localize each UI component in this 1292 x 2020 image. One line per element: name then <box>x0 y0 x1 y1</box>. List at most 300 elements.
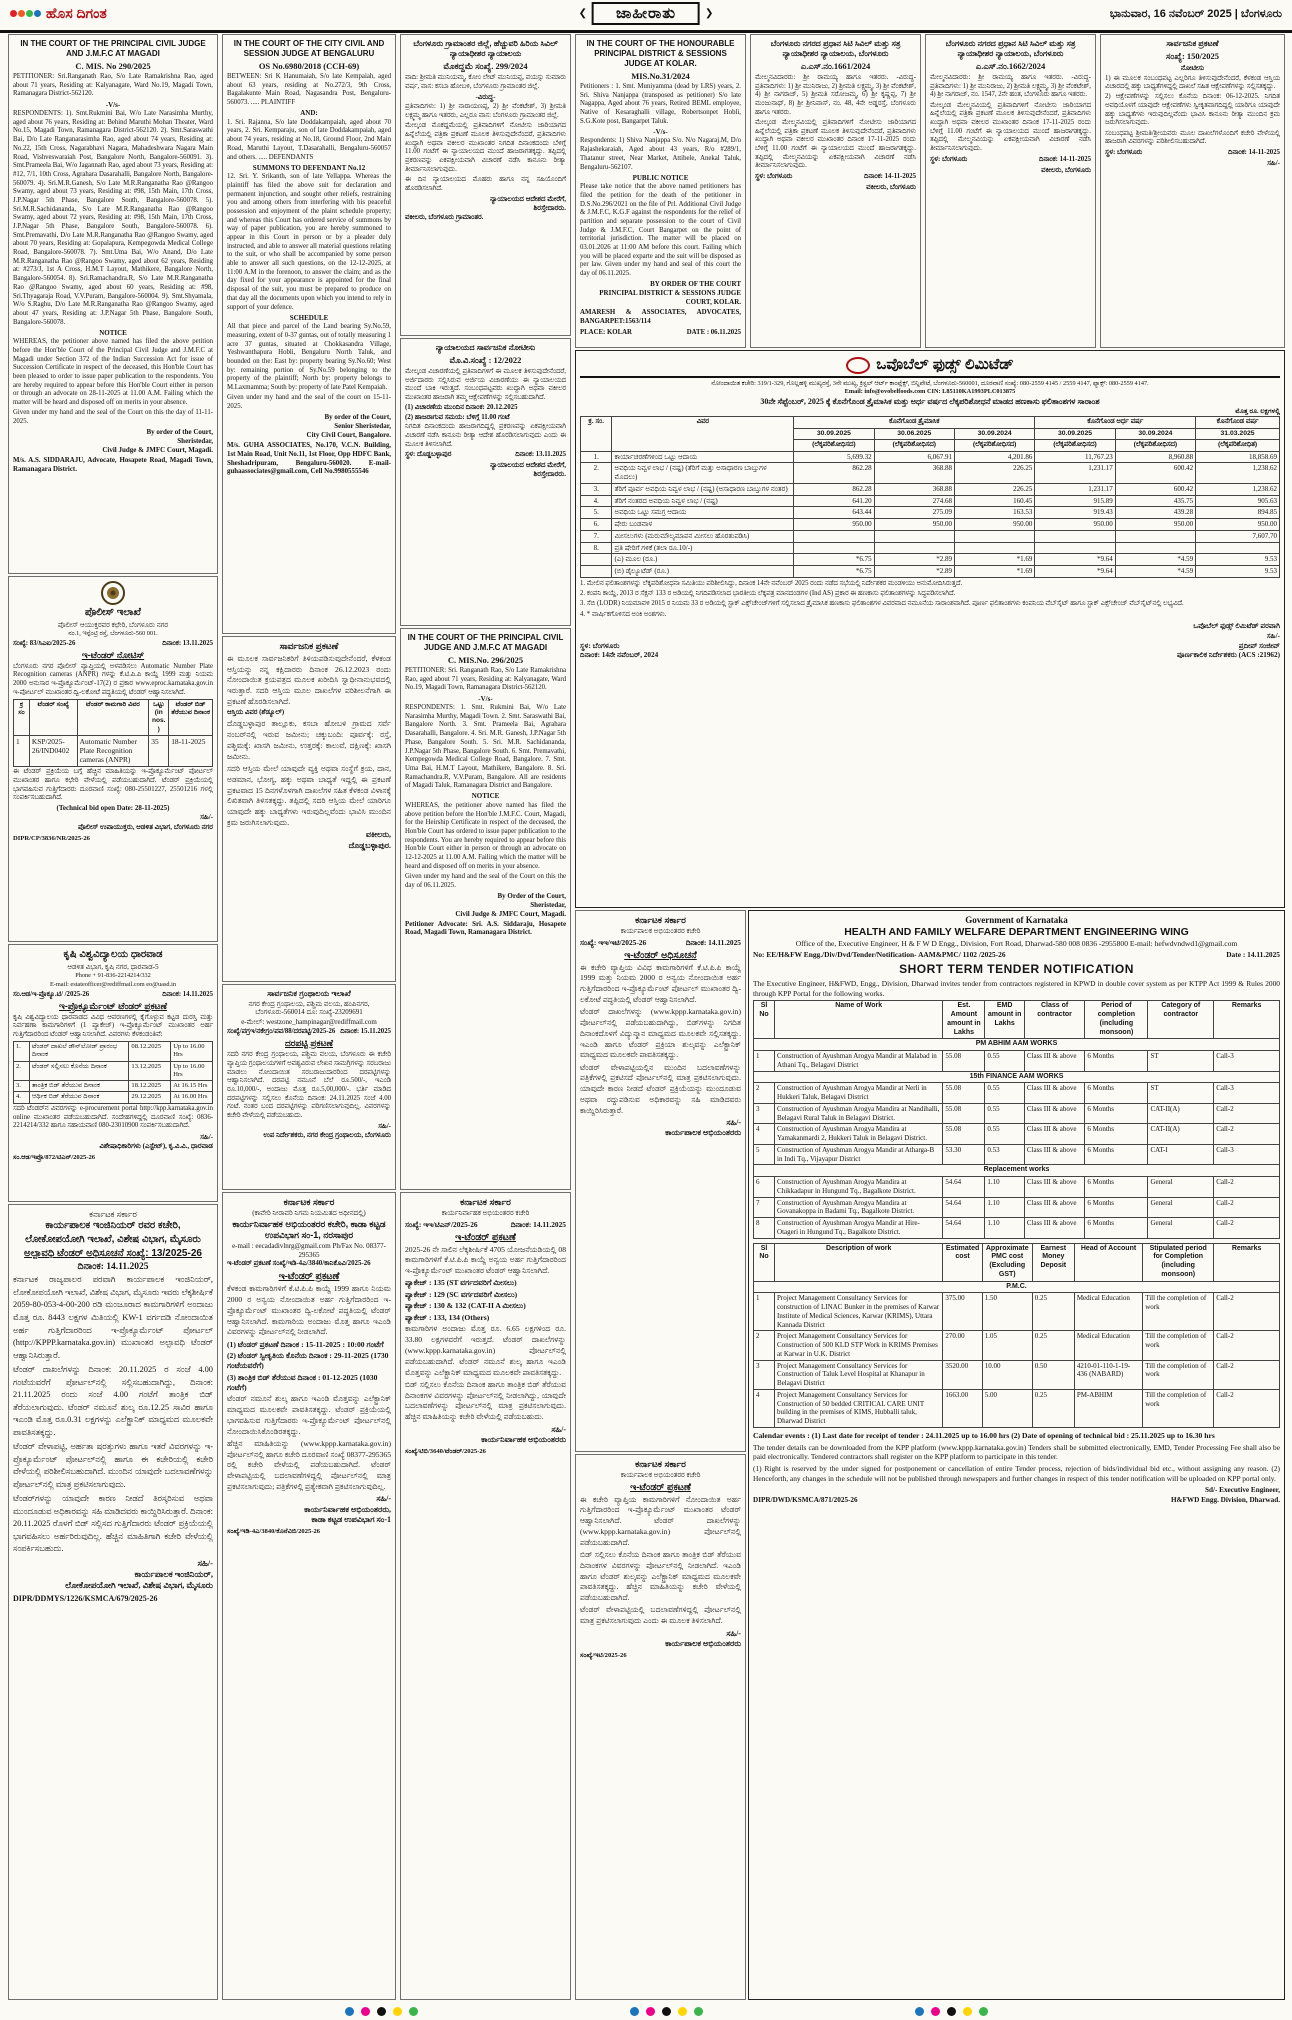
line-h: ನ್ಯಾಯಾಲಯದ ಸಾರ್ವಜನಿಕ ನೋಟೀಸು <box>435 343 536 352</box>
table-cell: 226.25 <box>954 483 1034 495</box>
table-cell: 1. <box>14 1042 30 1061</box>
table-cell: 6 Months <box>1085 1124 1148 1145</box>
line-pb: Petitioner Advocate: Sri. A.S. Siddaraju, Hosapete Road, Magadi Town, Ramanagara District. <box>405 920 566 937</box>
table-cell: Call-3 <box>1214 1083 1280 1104</box>
table-section-header: 15th FINANCE AAM WORKS <box>754 1071 1280 1083</box>
line-sig: ಸಹಿ/- <box>726 1118 741 1128</box>
table-cell: 368.88 <box>874 463 954 484</box>
table-cell: 1,231.17 <box>1035 483 1115 495</box>
department-name: HEALTH AND FAMILY WELFARE DEPARTMENT ENGINEERING WING <box>844 926 1189 938</box>
signatory-name: ಪ್ರದೀಪ್ ಸಂಜೀವ್ <box>1238 641 1280 650</box>
company-cin-email: Email: info@ovobelfoods.com CIN: L85110KA1993PLC013875 <box>844 388 1016 396</box>
ref-date: ದಿನಾಂಕ: 14.11.2025 <box>162 990 213 998</box>
table-cell: 643.44 <box>794 507 874 519</box>
line-h: IN THE COURT OF THE HONOURABLE PRINCIPAL DISTRICT & SESSIONS JUDGE AT KOLAR. <box>586 39 735 68</box>
column-subheader: (ಲೆಕ್ಕಪರಿಶೋಧಿಸದ) <box>1115 440 1195 451</box>
column-group: ಕೊನೆಗೊಂಡ ತ್ರೈಮಾಸಿಕ <box>794 417 1035 428</box>
ref-left: PLACE: KOLAR <box>580 328 632 336</box>
table-row <box>754 1218 1280 1239</box>
ref-right: ದಿನಾಂಕ: 14-11-2025 <box>864 173 916 181</box>
table-cell: 275.09 <box>874 507 954 519</box>
table-cell: 1663.00 <box>943 1389 982 1427</box>
line-sig: ಸಹಿ/- <box>378 1122 391 1131</box>
line-h2: e-mail : eecadadivlnrg@gmail.com Ph/Fax No. 08377-295365 <box>232 1242 386 1259</box>
table-cell: 6 Months <box>1085 1177 1148 1198</box>
table-cell: *6.75 <box>794 566 874 578</box>
line-sig: ನ್ಯಾಯಾಲಯದ ಆದೇಶದ ಮೇರೆಗೆ, <box>490 461 566 470</box>
table-cell: Call-2 <box>1214 1360 1280 1389</box>
column-subheader: (ಲೆಕ್ಕಪರಿಶೋಧಿಸದ) <box>1035 440 1115 451</box>
table-cell: ಟೆಂಡರ್ ದಾಖಲೆ ಡೌನ್‌ಲೋಡ್ ಪ್ರಾರಂಭ ದಿನಾಂಕ <box>29 1042 129 1061</box>
table-cell: 13.12.2025 <box>129 1061 171 1080</box>
table-cell: 226.25 <box>954 463 1034 484</box>
table-cell: 6 Months <box>1085 1051 1148 1072</box>
table-cell: 0.25 <box>1032 1389 1074 1427</box>
table-row <box>581 519 1280 531</box>
line-sig: ಕಾರ್ಯಪಾಲಕ ಅಭಿಯಂತರರು <box>665 1128 741 1138</box>
line-h: ಸಾರ್ವಜನಿಕ ಗ್ರಂಥಾಲಯ ಇಲಾಖೆ <box>267 989 351 998</box>
results-title: 30ನೇ ಸೆಪ್ಟೆಂಬರ್, 2025 ಕ್ಕೆ ಕೊನೆಗೊಂಡ ತ್ರೈಮಾಸಿಕ ಮತ್ತು ಅರ್ಧ ವರ್ಷದ ಲೆಕ್ಕಪರಿಶೋಧನೆ ಮಾಡದ ಹಣಕಾಸು ಫಲಿತಾಂಶಗಳ ಸಾರಾಂಶ <box>760 397 1100 407</box>
table-cell: 6 Months <box>1085 1218 1148 1239</box>
line-h: ಕಾರ್ಯಪಾಲಕ ಇಂಜಿನಿಯರ್ ರವರ ಕಚೇರಿ, <box>45 1220 181 1232</box>
ref-date: Date : 14.11.2025 <box>1226 950 1280 959</box>
line-p: ಟೆಂಡರ್ ದಾಖಲೆಗಳನ್ನು ದಿನಾಂಕ: 20.11.2025 ರ ಸಂಜೆ 4.00 ಗಂಟೆಯವರೆಗೆ ಪೋರ್ಟಲ್‌ನಲ್ಲಿ ಸಲ್ಲಿಸಬಹುದಾಗಿದ್ದು, ದಿನಾಂಕ: 21.11.2025 ರಂದು ಸಂಜೆ 4.00 ಗಂಟೆಗೆ ತಾಂತ್ರಿಕ ಬಿಡ್ ತೆರೆಯಲಾಗುವುದು. ಟೆಂಡರ್ ನಮೂನೆ ಶುಲ್ಕ ರೂ.12.25 ಸಾವಿರ ಹಾಗೂ ಇಎಂಡಿ ಮೊತ್ತ ರೂ.0.31 ಲಕ್ಷಗಳನ್ನು ಎಲೆಕ್ಟ್ರಾನಿಕ್ ಮಾಧ್ಯಮದ ಮೂಲಕವೇ ಪಾವತಿಸತಕ್ಕದ್ದು. <box>13 1364 213 1437</box>
unit-note: ಮೊತ್ತ ರೂ. ಲಕ್ಷಗಳಲ್ಲಿ <box>1235 408 1280 416</box>
line-sig: BY ORDER OF THE COURT <box>650 280 741 289</box>
table-row <box>581 566 1280 578</box>
column-header: ಕ್ರ. ಸಂ. <box>581 417 612 451</box>
line-sig: By order of the Court, <box>324 413 391 422</box>
table-cell: 5,699.32 <box>794 451 874 463</box>
table-row <box>14 735 213 766</box>
line-dipr: ಸಂಖ್ಯೆ/ಇಡಿ-4ಎ/3840/ಕೊನೆವಿಬಿ/2025-26 <box>227 1528 321 1536</box>
table-cell: Till the completion of work <box>1143 1293 1214 1331</box>
line-p: BETWEEN: Sri K Hanumaiah, S/o late Kempaiah, aged about 63 years, residing at No.272/3, 9th Cross, Bagalakunte Main Road, Nagasandra Post, Bengaluru-560073. ..... PLAINTIFF <box>227 73 391 107</box>
notice-court-magadi-290 <box>8 34 218 574</box>
table-section-header: Replacement works <box>754 1165 1280 1177</box>
line-sig: Civil Judge & JMFC Court, Magadi. <box>455 910 566 918</box>
line-p: PETITIONER: Sri. Ranganath Rao, S/o Late Ramakrishna Rao, aged about 71 years, Residing at: Kalyanagate, Ward No.19, Magadi Town, Ramanagara District-562120. <box>405 667 566 692</box>
ref-number: ಸಂ.ಆಡ/ಇ-ಪ್ರೊಕ್ಯೂ.ಟಿ/ /2025-26 <box>13 990 90 998</box>
police-emblem-icon <box>100 580 126 606</box>
line-sig: ಕಾರ್ಯನಿರ್ವಾಹಕ ಅಭಿಯಂತರರು, <box>304 1504 391 1514</box>
ref-number: No: EE/H&FW Engg./Div/Dvd/Tender/Notification- AAM&PMC/ 1102 /2025-26 <box>753 950 1006 959</box>
table-cell <box>1035 542 1115 554</box>
line-p: ಕಾಮಗಾರಿಗಳ ಅಂದಾಜು ಮೊತ್ತ ರೂ. 6.65 ಲಕ್ಷಗಳಿಂದ ರೂ. 33.80 ಲಕ್ಷಗಳವರೆಗೆ ಇರುತ್ತದೆ. ಟೆಂಡರ್ ದಾಖಲೆಗಳನ್ನು (www.kppp.karnataka.gov.in) ಪೋರ್ಟಲ್‌ನಲ್ಲಿ ಪಡೆಯಬಹುದಾಗಿದೆ. ಟೆಂಡರ್ ನಮೂನೆ ಶುಲ್ಕ ಹಾಗೂ ಇಎಂಡಿ ಮೊತ್ತವನ್ನು ಎಲೆಕ್ಟ್ರಾನಿಕ್ ಮಾಧ್ಯಮದ ಮೂಲಕವೇ ಪಾವತಿಸತಕ್ಕದ್ದು. <box>405 1324 566 1377</box>
table-cell: (ಎ) ಮೂಲ (ರೂ.) <box>612 554 794 566</box>
line-ref <box>930 156 1091 164</box>
line-sig: By Order of the Court, <box>497 891 566 900</box>
table-cell: Class III & above <box>1024 1218 1084 1239</box>
ref-left: ಸಂಖ್ಯೆ: ಇಇ/ಇಟಿ/2025-26 <box>580 937 647 947</box>
line-sig: Sheristedar, <box>530 900 566 909</box>
line-case: ದಿನಾಂಕ: 14.11.2025 <box>77 1262 149 1273</box>
notice-body: ಈ ಟೆಂಡರ್ ಪ್ರಕ್ರಿಯೆಯ ಬಗ್ಗೆ ಹೆಚ್ಚಿನ ಮಾಹಿತಿಯನ್ನು ಇ-ಪ್ರೊಕ್ಯೂರ್ಮೆಂಟ್ ಪೋರ್ಟಲ್ ಮುಖಾಂತರ ಹಾಗೂ ಕಛೇರಿ ವೇಳೆಯಲ್ಲಿ ಪಡೆಯಬಹುದಾಗಿದೆ. ಟೆಂಡರ್ ಪ್ರಕ್ರಿಯೆಯಲ್ಲಿ ಭಾಗವಹಿಸುವ ಗುತ್ತಿಗೆದಾರರು ದೂರವಾಣಿ ಸಂಖ್ಯೆ: 080-25501227, 25501216 ಗಳಲ್ಲಿ ಸಂಪರ್ಕಿಸಬಹುದಾಗಿದೆ. <box>13 768 213 802</box>
table-cell: 8 <box>754 1218 775 1239</box>
table-cell <box>874 530 954 542</box>
dipr-code: DIPR/DWD/KSMCA/871/2025-26 <box>753 1495 858 1504</box>
table-cell <box>581 554 612 566</box>
table-cell: 29.12.2025 <box>129 1092 171 1103</box>
line-h: ಕರ್ನಾಟಕ ಸರ್ಕಾರ <box>283 1197 335 1207</box>
line-num: (1) ವಿಚಾರಣೆಯ ಮುಂದಿನ ದಿನಾಂಕ: 20.12.2025 <box>405 404 518 412</box>
line-dipr: DIPR/DDMYS/1226/KSMCA/679/2025-26 <box>13 1593 158 1603</box>
table-cell: *9.64 <box>1035 554 1115 566</box>
registration-marks-icon <box>630 2007 703 2016</box>
line-p: 1) ಈ ಮೂಲಕ ಸಂಬಂಧಪಟ್ಟ ಎಲ್ಲರಿಗೂ ತಿಳಿಸುವುದೇನೆಂದರೆ, ಕೆಳಕಂಡ ಆಸ್ತಿಯ ವಿಚಾರದಲ್ಲಿ ಹಕ್ಕು ಬಾಧ್ಯತೆಗಳಿದ್ದಲ್ಲಿ ದಾಖಲೆ ಸಹಿತ ಆಕ್ಷೇಪಣೆಗಳನ್ನು ಸಲ್ಲಿಸತಕ್ಕದ್ದು. <box>1105 74 1280 91</box>
table-cell: Construction of Ayushman Arogya Mandir at Nerli in Hukkeri Taluk, Belagavi District <box>775 1083 943 1104</box>
table-cell: Construction of Ayushman Arogya Mandira at Nandihalli, Belagavi Rural Taluk in Belagavi District. <box>775 1103 943 1124</box>
table-cell: 1.05 <box>982 1331 1032 1360</box>
line-p: ಟೆಂಡರ್‌ಗಳನ್ನು ಯಾವುದೇ ಕಾರಣ ನೀಡದೆ ತಿರಸ್ಕರಿಸುವ ಅಥವಾ ಮುಂದೂಡುವ ಅಧಿಕಾರವನ್ನು ಸಹಿ ಮಾಡಿದವರು ಕಾಯ್ದಿರಿಸಿರುತ್ತಾರೆ. ದಿನಾಂಕ: 20.11.2025 ರೊಳಗೆ ಬಿಡ್ ಸಲ್ಲಿಸದ ಗುತ್ತಿಗೆದಾರರು ಟೆಂಡರ್ ಪ್ರಕ್ರಿಯೆಯಲ್ಲಿ ಭಾಗವಹಿಸಲು ಅರ್ಹರಿರುವುದಿಲ್ಲ. ಹೆಚ್ಚಿನ ಮಾಹಿತಿಗಾಗಿ ಕಚೇರಿ ವೇಳೆಯಲ್ಲಿ ಸಂಪರ್ಕಿಸಬಹುದು. <box>13 1494 213 1554</box>
table-cell: ಟೆಂಡರ್ ಸಲ್ಲಿಸಲು ಕೊನೆಯ ದಿನಾಂಕ <box>29 1061 129 1080</box>
table-cell: 3 <box>754 1360 775 1389</box>
table-cell: 3. <box>581 483 612 495</box>
line-case: C. MIS.No. 296/2025 <box>447 655 524 665</box>
column-header: 31.03.2025 <box>1196 428 1280 439</box>
table-row <box>754 1144 1280 1165</box>
tender-table <box>13 699 213 767</box>
table-cell <box>1035 530 1115 542</box>
line-sig: ಕಾರ್ಯನಿರ್ವಾಹಕ ಅಭಿಯಂತರರು <box>481 1434 566 1444</box>
notice-govt-etender-b <box>575 1454 746 2000</box>
place-date <box>580 642 658 661</box>
line-num: (2) ಟೆಂಡರ್ ಸ್ವೀಕೃತಿಯ ಕೊನೆಯ ದಿನಾಂಕ : 29-11-2025 (1730 ಗಂಟೆಯವರೆಗೆ) <box>227 1351 389 1371</box>
table-row <box>14 1042 213 1061</box>
table-cell: ಆರ್ಥಿಕ ಬಿಡ್ ತೆರೆಯುವ ದಿನಾಂಕ <box>29 1092 129 1103</box>
table-cell <box>954 542 1034 554</box>
table-cell: 1,238.62 <box>1196 483 1280 495</box>
line-h: ಸಾರ್ವಜನಿಕ ಪ್ರಕಟಣೆ <box>1166 39 1219 48</box>
line-pc: SUMMONS TO DEFENDANT No.12 <box>252 163 366 172</box>
table-cell: Construction of Ayushman Arogya Mandira at Chikkadapur in Hungund Tq., Bagalkote District. <box>775 1177 943 1198</box>
table-cell: 4 <box>754 1124 775 1145</box>
column-header: 30.06.2025 <box>874 428 954 439</box>
line-p: Given under my hand and the seal of the Court on this the day of 06.11.2025. <box>405 872 566 889</box>
line-p: ನಿಗದಿತ ದಿನಾಂಕದಂದು ಹಾಜರಾಗದಿದ್ದಲ್ಲಿ ಪ್ರಕರಣವನ್ನು ಏಕಪಕ್ಷೀಯವಾಗಿ ವಿಚಾರಣೆ ನಡೆಸಿ ಕಾನೂನು ರೀತ್ಯಾ ಆದೇಶ ಹೊರಡಿಸಲಾಗುವುದು ಎಂದು ಈ ಮೂಲಕ ತಿಳಿಸಲಾಗಿದೆ. <box>405 423 566 448</box>
signatory-title: ವಿಶೇಷಾಧಿಕಾರಿಗಳು (ಎಸ್ಟೇಟ್), ಕೃ.ವಿ.ವಿ., ಧಾರವಾಡ <box>99 1141 213 1150</box>
schedule-table <box>13 1041 213 1103</box>
line-p: 12. Sri. Y. Srikanth, son of late Yellappa. Whereas the plaintiff has filed the above suit for declaration and permanent injunction, and sought other reliefs, restraining you and among others from interfering with his peaceful possession and enjoyment of the plaint schedule property; and whereas this Court has ordered service of summons by way of paper publication, you are hereby summoned to appear in this Court in person or by a pleader duly instructed, and able to answer all material questions relating to the suit, or who shall be accompanied by some person able to answer all such questions, on the 12-12-2025, at 11:00 A.M in the forenoon, to answer the claim; and as the day fixed for your appearance is appointed for the final disposal of the suit, you must be prepared to produce on that day all the documents upon which you intend to rely in support of your defence. <box>227 173 391 311</box>
table-cell: Call-2 <box>1214 1389 1280 1427</box>
line-h: ಸಾರ್ವಜನಿಕ ಪ್ರಕಟಣೆ <box>279 641 339 651</box>
table-cell: 2 <box>754 1331 775 1360</box>
line-pc: PUBLIC NOTICE <box>632 173 689 182</box>
works-table <box>753 1000 1280 1238</box>
line-p: 1. ಮೇಲಿನ ಫಲಿತಾಂಶಗಳನ್ನು ಲೆಕ್ಕಪರಿಶೋಧನಾ ಸಮಿತಿಯು ಪರಿಶೀಲಿಸಿದ್ದು, ದಿನಾಂಕ 14ನೇ ನವೆಂಬರ್ 2025 ರಂದು ನಡೆದ ಸಭೆಯಲ್ಲಿ ನಿರ್ದೇಶಕರ ಮಂಡಳಿಯು ಅನುಮೋದಿಸಿರುತ್ತದೆ. <box>580 579 963 587</box>
table-cell: CAT-II(A) <box>1148 1103 1214 1124</box>
line-h2: e-ಮೇಲ್: westzone_hampinagar@rediffmail.com <box>241 1017 377 1026</box>
table-cell: 53.30 <box>943 1144 985 1165</box>
financial-results-table <box>580 416 1280 578</box>
notice-public-150 <box>1100 34 1285 348</box>
table-cell: 950.00 <box>874 519 954 531</box>
table-cell <box>874 542 954 554</box>
table-cell: *2.89 <box>874 554 954 566</box>
table-cell: 5 <box>754 1144 775 1165</box>
notice-court-magadi-296 <box>400 628 571 1190</box>
table-cell: 950.00 <box>1035 519 1115 531</box>
download-instructions: The tender details can be downloaded from the KPP platform (www.kppp.karnataka.gov.in) Tenders shall be submitted electronically, EMD, Tender Processing Fee shall also be paid electronically. Tendered contractors shall register on the KPP platform to participate in this tender. <box>753 1442 1280 1462</box>
column-header: Estimated cost <box>943 1243 982 1281</box>
table-cell: At 16.00 Hrs <box>171 1092 213 1103</box>
table-cell: Call-2 <box>1214 1331 1280 1360</box>
technical-bid-date: (Technical bid open Date: 28-11-2025) <box>56 804 170 813</box>
table-row <box>14 1061 213 1080</box>
line-h2: ಕಾರ್ಯಪಾಲಕ ಅಭಿಯಂತರರ ಕಚೇರಿ <box>620 1471 701 1480</box>
line-title: ಇ-ಟೆಂಡರ್ ಪ್ರಕಟಣೆ <box>455 1231 516 1243</box>
line-p: Given under my hand and the seal of the Court on this the day of 11-11-2025. <box>13 409 213 425</box>
table-cell: 4210-01-110-1-19-436 (NABARD) <box>1074 1360 1142 1389</box>
table-cell: 1 <box>754 1293 775 1331</box>
column-header: Remarks <box>1214 1001 1280 1039</box>
line-sig: ಶಿರಸ್ತೇದಾರರು. <box>533 203 566 212</box>
notice-court-citycivil-6980 <box>222 34 396 634</box>
ref-left: ಸ್ಥಳ: ದೊಡ್ಡಬಳ್ಳಾಪುರ <box>405 451 452 459</box>
table-cell <box>1115 542 1195 554</box>
table-cell: 7. <box>581 530 612 542</box>
line-p: PETITIONER: Sri.Ranganath Rao, S/o Late Ramakrishna Rao, aged about 71 years, Residing at: Kalyanagate, Ward No.19, Magadi Town, Ramanagara District-562120. <box>13 73 213 98</box>
line-p: All that piece and parcel of the Land bearing Sy.No.59, measuring, extent of 0-37 guntas, out of totally measuring 1 acre 37 guntas, situated at Chokkasandra Village, Yeshwanthapura Hobli, Bengaluru North Taluk, and bounded on the: East by: property bearing Sy.No.60; West by: remaining portion of Sy.No.59 belonging to the property of the plaintiff; North by: property belongs to M.Laxmamma; South by: property of late Patel Kempaiah. <box>227 323 391 391</box>
line-p: ಕೆಳಕಂಡ ಕಾಮಗಾರಿಗಳಿಗೆ ಕೆ.ಟಿ.ಪಿ.ಪಿ ಕಾಯ್ದೆ 1999 ಹಾಗೂ ನಿಯಮ 2000 ರ ಅನ್ವಯ ನೋಂದಾಯಿತ ಅರ್ಹ ಗುತ್ತಿಗೆದಾರರಿಂದ ಇ-ಪ್ರೊಕ್ಯೂರ್ಮೆಂಟ್ ಮುಖಾಂತರ ದ್ವಿ-ಲಕೋಟೆ ಪದ್ಧತಿಯಲ್ಲಿ ಟೆಂಡರ್ ಆಹ್ವಾನಿಸಲಾಗಿದೆ. ಕಾಮಗಾರಿಯ ಅಂದಾಜು ಮೊತ್ತ ಹಾಗೂ ಇಎಂಡಿ ವಿವರಗಳನ್ನು ಪೋರ್ಟಲ್‌ನಲ್ಲಿ ನೀಡಲಾಗಿದೆ. <box>227 1284 391 1337</box>
line-num: ಪ್ಯಾಕೇಜ್ : 130 & 132 (CAT-II A ಮೀಸಲು) <box>405 1301 526 1311</box>
table-cell: *4.59 <box>1115 566 1195 578</box>
table-row <box>581 542 1280 554</box>
table-cell: 4 <box>754 1389 775 1427</box>
table-header-row <box>14 700 213 736</box>
line-sig: ಲೋಕೋಪಯೋಗಿ ಇಲಾಖೆ, ವಿಶೇಷ ವಿಭಾಗ, ಮೈಸೂರು <box>65 1579 213 1590</box>
notice-govt-etender-a <box>575 910 746 1452</box>
table-cell: 4,201.86 <box>954 451 1034 463</box>
table-cell: 2. <box>14 1061 30 1080</box>
table-cell: CAT-II(A) <box>1148 1124 1214 1145</box>
table-cell: 375.00 <box>943 1293 982 1331</box>
table-cell: *4.59 <box>1115 554 1195 566</box>
line-sig: ದೊಡ್ಡಬಳ್ಳಾಪುರ. <box>348 840 391 850</box>
line-pc: -V/s- <box>105 100 121 109</box>
line-ref <box>227 1028 391 1036</box>
table-cell: Medical Education <box>1074 1293 1142 1331</box>
table-row <box>581 451 1280 463</box>
line-sig: City Civil Court, Bangalore. <box>306 431 391 440</box>
line-dipr: ಸಂಖ್ಯೆ/ಟಿಬಿ/3640/ಟೆಂಡರ್/2025-26 <box>405 1448 486 1456</box>
line-sig: ಸಹಿ/- <box>376 1494 391 1504</box>
line-p: ಟೆಂಡರ್ ನಮೂನೆ ಶುಲ್ಕ ಹಾಗೂ ಇಎಂಡಿ ಮೊತ್ತವನ್ನು ಎಲೆಕ್ಟ್ರಾನಿಕ್ ಮಾಧ್ಯಮದ ಮೂಲಕವೇ ಪಾವತಿಸತಕ್ಕದ್ದು. ಟೆಂಡರ್ ಪ್ರಕ್ರಿಯೆಯಲ್ಲಿ ಭಾಗವಹಿಸುವ ಗುತ್ತಿಗೆದಾರರು ಇ-ಪ್ರೊಕ್ಯೂರ್ಮೆಂಟ್ ಪೋರ್ಟಲ್‌ನಲ್ಲಿ ನೋಂದಾಯಿಸಿಕೊಂಡಿರತಕ್ಕದ್ದು. <box>227 1394 391 1436</box>
column-header: 30.09.2024 <box>954 428 1034 439</box>
table-row <box>754 1331 1280 1360</box>
logo-dots-icon <box>10 4 42 22</box>
table-cell: Call-2 <box>1214 1218 1280 1239</box>
table-cell: Class III & above <box>1024 1177 1084 1198</box>
line-pc: ನೋಟೀಸು <box>1180 64 1205 72</box>
table-cell: 08.12.2025 <box>129 1042 171 1061</box>
table-cell: 3 <box>754 1103 775 1124</box>
line-h: ಕಾರ್ಯನಿರ್ವಾಹಕ ಅಭಿಯಂತರರ ಕಚೇರಿ, ಕಾಡಾ ಕಟ್ಟಡ ಉಪವಿಭಾಗ ಸಂ-1, ನರಸಾಪುರ <box>232 1218 386 1240</box>
table-cell: Medical Education <box>1074 1331 1142 1360</box>
table-cell: Call-2 <box>1214 1177 1280 1198</box>
table-row <box>581 495 1280 507</box>
line-num: ಪ್ಯಾಕೇಜ್ : 133, 134 (Others) <box>405 1312 490 1322</box>
signature: ಸಹಿ/- <box>200 813 213 822</box>
line-p: WHEREAS, the petitioner above named has filed the above petition before the Hon'ble Court of the Principal Civil Judge and J.M.F.C at Magadi under Section 372 of the Indian Succession Act for issue of Succession Certificate in respect of the deceased, this Hon'ble Court has been pleased to order to issue paper publication to the respondents. You are hereby required to appear before this Hon'ble Court either in person or through an advocate on 28-11-2025 at 11.00 A.M. Failing which the matter will be heard and disposed off on merits in your absence. <box>13 338 213 407</box>
table-cell: Up to 16.00 Hrs <box>171 1061 213 1080</box>
table-cell: *6.75 <box>794 554 874 566</box>
notice-court-case-12-2022 <box>400 338 571 626</box>
table-cell: 8,960.88 <box>1115 451 1195 463</box>
signature: ಸಹಿ/- <box>200 1132 213 1141</box>
line-h: ಲೋಕೋಪಯೋಗಿ ಇಲಾಖೆ, ವಿಶೇಷ ವಿಭಾಗ, ಮೈಸೂರು <box>25 1233 201 1245</box>
table-cell: (ಬಿ) ಡೈಲ್ಯೂಟೆಡ್ (ರೂ.) <box>612 566 794 578</box>
table-cell: 6. <box>581 519 612 531</box>
table-cell: 35 <box>149 735 169 766</box>
table-cell: 18-11-2025 <box>169 735 213 766</box>
table-row <box>14 1092 213 1103</box>
line-case: ಮೊಕದ್ದಮೆ ಸಂಖ್ಯೆ. 299/2024 <box>443 61 528 71</box>
column-header: 30.09.2024 <box>1115 428 1195 439</box>
table-cell <box>794 530 874 542</box>
notice-title: ಇ-ಪ್ರೊಕ್ಯೂರ್ಮೆಂಟ್ ಟೆಂಡರ್ ಪ್ರಕಟಣೆ <box>58 1000 167 1011</box>
table-cell: 905.63 <box>1196 495 1280 507</box>
line-h: ಬೆಂಗಳೂರು ನಗರದ ಪ್ರಧಾನ ಸಿಟಿ ಸಿವಿಲ್ ಮತ್ತು ಸತ್ರ ನ್ಯಾಯಾಧೀಶರ ನ್ಯಾಯಾಲಯ, ಬೆಂಗಳೂರು <box>945 39 1076 58</box>
line-ref <box>405 1220 566 1230</box>
table-cell: Construction of Ayushman Arogya Mandir at Atharga-B in Indi Tq., Vijayapur District <box>775 1144 943 1165</box>
table-cell: 1.10 <box>985 1197 1024 1218</box>
table-cell: Class III & above <box>1024 1124 1084 1145</box>
table-cell: 641.20 <box>794 495 874 507</box>
company-name: ಒವೊಬೆಲ್ ಫುಡ್ಸ್ ಲಿಮಿಟೆಡ್ <box>876 356 1014 373</box>
table-cell: 4. <box>14 1092 30 1103</box>
column-header: Description of work <box>775 1243 943 1281</box>
place-line: ಸ್ಥಳ: ಬೆಂಗಳೂರು <box>580 641 620 650</box>
table-cell: ಮೀಸಲುಗಳು (ಮರುಮೌಲ್ಯಮಾಪನ ಮೀಸಲು ಹೊರತುಪಡಿಸಿ) <box>612 530 794 542</box>
pmc-table <box>753 1243 1280 1428</box>
table-row <box>754 1197 1280 1218</box>
line-case: OS No.6980/2018 (CCH-69) <box>258 61 360 71</box>
column-header: ವಿವರ <box>612 417 794 451</box>
line-h: ಬೆಂಗಳೂರು ನಗರದ ಪ್ರಧಾನ ಸಿಟಿ ಸಿವಿಲ್ ಮತ್ತು ಸತ್ರ ನ್ಯಾಯಾಧೀಶರ ನ್ಯಾಯಾಲಯ, ಬೆಂಗಳೂರು <box>770 39 901 58</box>
ref-right: ದಿನಾಂಕ: 14-11-2025 <box>1039 155 1091 163</box>
table-cell: Construction of Ayushman Arogya Mandir at Hire-Otageri in Hungund Tq., Bagalkote District. <box>775 1218 943 1239</box>
line-p: ಬಿಡ್ ಸಲ್ಲಿಸಲು ಕೊನೆಯ ದಿನಾಂಕ ಹಾಗೂ ತಾಂತ್ರಿಕ ಬಿಡ್ ತೆರೆಯುವ ದಿನಾಂಕಗಳ ವಿವರಗಳನ್ನು ಪೋರ್ಟಲ್‌ನಲ್ಲಿ ನೀಡಲಾಗಿದ್ದು, ಯಾವುದೇ ಬದಲಾವಣೆಗಳನ್ನು ಪೋರ್ಟಲ್‌ನಲ್ಲಿ ಮಾತ್ರ ಪ್ರಕಟಿಸಲಾಗುವುದು. ಹೆಚ್ಚಿನ ಮಾಹಿತಿಯನ್ನು ಕಚೇರಿ ವೇಳೆಯಲ್ಲಿ ಪಡೆಯಬಹುದು. <box>405 1379 566 1422</box>
line-h: IN THE COURT OF THE CITY CIVIL AND SESSION JUDGE AT BENGALURU <box>233 39 385 58</box>
table-cell: Construction of Ayushman Arogya Mandir at Malabad in Athani Tq., Belagavi District <box>775 1051 943 1072</box>
notice-court-as-1661 <box>750 34 921 348</box>
table-header-row <box>754 1243 1280 1281</box>
column-subheader: (ಲೆಕ್ಕಪರಿಶೋಧಿತ) <box>1196 440 1280 451</box>
ref-line <box>753 950 1280 959</box>
line-pc: -V/s- <box>653 127 668 136</box>
table-cell: 1,231.17 <box>1035 463 1115 484</box>
table-row <box>754 1360 1280 1389</box>
date-line: ದಿನಾಂಕ: 14ನೇ ನವೆಂಬರ್, 2024 <box>580 651 659 660</box>
table-cell: 862.28 <box>794 483 874 495</box>
notice-intro: ಕೃಷಿ ವಿಶ್ವವಿದ್ಯಾಲಯ ಧಾರವಾಡದ ವಿವಿಧ ಆವರಣಗಳಲ್ಲಿ ಕೈಗೊಳ್ಳುವ ಕಟ್ಟಡ ದುರಸ್ತಿ ಮತ್ತು ನಿರ್ವಹಣಾ ಕಾಮಗಾರಿಗಳಿಗೆ (1 ಪ್ಯಾಕೇಜ್) ಇ-ಪ್ರೊಕ್ಯೂರ್ಮೆಂಟ್ ಮುಖಾಂತರ ಅರ್ಹ ಗುತ್ತಿಗೆದಾರರಿಂದ ಟೆಂಡರ್ ಆಹ್ವಾನಿಸಲಾಗಿದೆ. ವಿವರಗಳು ಕೆಳಕಂಡಂತಿವೆ: <box>13 1013 213 1038</box>
line-pb: ಇ-ಟೆಂಡರ್ ಪ್ರಕಟಣೆ ಸಂಖ್ಯೆ/ಇಡಿ-4ಎ/3840/ಕಾನಿಕೊವಿ/2025-26 <box>227 1260 371 1268</box>
table-cell: 18,858.69 <box>1196 451 1280 463</box>
line-pc: -V/s- <box>478 694 493 703</box>
line-ref <box>580 938 741 948</box>
company-address: ನೋಂದಾಯಿತ ಕಚೇರಿ: 319/1-329, ಗೊಲ್ಲಹಳ್ಳಿ ಮುಖ್ಯರಸ್ತೆ, 3ನೇ ಮುಖ್ಯ, ಕ್ರಿಸ್ಟಲ್ ಆರ್ಟ್ ಕಾಂಪ್ಲೆಕ್ಸ್, ಬಿನ್ನಿಪೇಟೆ, ಬೆಂಗಳೂರು-560001, ದೂರವಾಣಿ ಸಂಖ್ಯೆ: 080-2559 4145 / 2559 4147, ಫ್ಯಾಕ್ಸ್: 080-2559 4147. <box>711 379 1149 387</box>
table-row <box>754 1293 1280 1331</box>
table-cell: Project Management Consultancy Services for Construction of Taluk Level Hospital at Khanapur in Belagavi District <box>775 1360 943 1389</box>
table-cell: 7 <box>754 1197 775 1218</box>
table-cell: 55.08 <box>943 1083 985 1104</box>
line-h2: ಕಾರ್ಯಪಾಲಕ ಅಭಿಯಂತರರ ಕಚೇರಿ <box>620 927 701 936</box>
table-cell: Class III & above <box>1024 1197 1084 1218</box>
table-cell: 1. <box>581 451 612 463</box>
line-dipr: ಸಂಖ್ಯೆ/ಇಟಿ/2025-26 <box>580 1652 627 1660</box>
table-cell: ತಾಂತ್ರಿಕ ಬಿಡ್ ತೆರೆಯುವ ದಿನಾಂಕ <box>29 1081 129 1092</box>
table-cell: General <box>1148 1177 1214 1198</box>
office-address: ನಂ.1, ಇನ್ಫೆಂಟ್ರಿ ರಸ್ತೆ, ಬೆಂಗಳೂರು-560 001. <box>68 629 158 637</box>
column-header: Earnest Money Deposit <box>1032 1243 1074 1281</box>
notice-package-etender <box>400 1192 571 2000</box>
notice-court-blr-rural-299 <box>400 34 571 336</box>
line-p: 2025-26 ನೇ ಸಾಲಿನ ಲೆಕ್ಕಶೀರ್ಷಿಕೆ 4705 ಯೋಜನೆಯಡಿಯಲ್ಲಿ 08 ಕಾಮಗಾರಿಗಳಿಗೆ ಕೆ.ಟಿ.ಪಿ.ಪಿ ಕಾಯ್ದೆ ಅನ್ವಯ ಅರ್ಹ ಗುತ್ತಿಗೆದಾರರಿಂದ ಇ-ಪ್ರೊಕ್ಯೂರ್ಮೆಂಟ್ ಮುಖಾಂತರ ಟೆಂಡರ್ ಆಹ್ವಾನಿಸಲಾಗಿದೆ. <box>405 1244 566 1276</box>
table-cell: 9.53 <box>1196 566 1280 578</box>
line-sig: By order of the Court, <box>146 428 213 437</box>
line-pc: NOTICE <box>99 328 127 337</box>
line-sig: ಸಹಿ/- <box>726 1628 741 1638</box>
line-pc: NOTICE <box>471 792 500 801</box>
ornament-left-icon: ❮ <box>578 8 588 19</box>
line-p: ಸದರಿ ನಗರ ಕೇಂದ್ರ ಗ್ರಂಥಾಲಯ, ಪಶ್ಚಿಮ ವಲಯ, ಬೆಂಗಳೂರು ಈ ಕಚೇರಿ ವ್ಯಾಪ್ತಿಯ ಗ್ರಂಥಾಲಯಗಳಿಗೆ ಅವಶ್ಯವಿರುವ ಲೇಖನ ಸಾಮಗ್ರಿಗಳನ್ನು ಸರಬರಾಜು ಮಾಡಲು ನೋಂದಾಯಿತ ಸರಬರಾಜುದಾರರಿಂದ ದರಪಟ್ಟಿಗಳನ್ನು ಆಹ್ವಾನಿಸಲಾಗಿದೆ. ದರಪಟ್ಟಿ ನಮೂನೆ ಬೆಲೆ ರೂ.500/-, ಇಎಂಡಿ ರೂ.10,000/-, ಅಂದಾಜು ಮೊತ್ತ ರೂ.5,00,000/-. ಭರ್ತಿ ಮಾಡಿದ ದರಪಟ್ಟಿಗಳನ್ನು ಸಲ್ಲಿಸಲು ಕೊನೆಯ ದಿನಾಂಕ: 24.11.2025 ಸಂಜೆ 4.00 ಗಂಟೆ. ನಂತರ ಬಂದ ದರಪಟ್ಟಿಗಳನ್ನು ಪರಿಗಣಿಸಲಾಗುವುದಿಲ್ಲ. ವಿವರಗಳನ್ನು ಕಚೇರಿ ವೇಳೆಯಲ್ಲಿ ಪಡೆಯಬಹುದು. <box>227 1051 391 1119</box>
line-sig: ವಕೀಲರು, ಬೆಂಗಳೂರು <box>866 183 916 192</box>
column-header: Sl No <box>754 1243 775 1281</box>
table-section-header: P.M.C. <box>754 1281 1280 1293</box>
table-cell: 862.28 <box>794 463 874 484</box>
table-cell: 10.00 <box>982 1360 1032 1389</box>
table-cell <box>794 542 874 554</box>
table-cell: KSP/2025-26/IND0402 <box>29 735 77 766</box>
column-header: 30.09.2025 <box>794 428 874 439</box>
table-cell: 6 Months <box>1085 1083 1148 1104</box>
line-p: RESPONDENTS: 1. Smt. Rukmini Bai, W/o Late Narasimha Murthy, Magadi Town. 2. Smt. Saraswathi Bai, Bangalore North. 3. Smt. Prameela Bai, Agrahara Dasarahalli, Bangalore. 4. Sri. M.R. Ganesh, J.P.Nagar 5th Phase, Bangalore South. 5. Sri. M.R. Sachidananda, J.P.Nagar 5th Phase, Bangalore South. 6. Smt. Premavathi, Kempegowda Medical College Road, Bangalore. 7. Smt. Uma Bai, H.M.T Layout, Mathikere, Bangalore. 8. Sri. Ramachandra.R, V.V.Puram, Bangalore. All are residents of Magadi Taluk, Ramanagara District and Bangalore. <box>405 704 566 790</box>
table-cell: 6,067.91 <box>874 451 954 463</box>
line-pb: M/s. A.S. SIDDARAJU, Advocate, Hosapete Road, Magadi Town, Ramanagara District. <box>13 456 213 473</box>
table-cell: 55.08 <box>943 1124 985 1145</box>
notice-public-doddaballapura <box>222 636 396 982</box>
table-cell: 54.64 <box>943 1177 985 1198</box>
line-ref <box>1105 149 1280 157</box>
hfw-tender-notification <box>748 910 1285 2000</box>
line-p: ಟೆಂಡರ್ ವೇಳಾಪಟ್ಟಿಯಲ್ಲಿನ ಮುಂದಿನ ಬದಲಾವಣೆಗಳನ್ನು ಪತ್ರಿಕೆಗಳಲ್ಲಿ ಪ್ರಕಟಿಸದೆ ಪೋರ್ಟಲ್‌ನಲ್ಲಿ ಮಾತ್ರ ಪ್ರಕಟಿಸಲಾಗುವುದು. ಯಾವುದೇ ಕಾರಣ ನೀಡದೆ ಟೆಂಡರ್ ಪ್ರಕ್ರಿಯೆಯನ್ನು ಮುಂದೂಡುವ ಅಥವಾ ರದ್ದುಪಡಿಸುವ ಅಧಿಕಾರವನ್ನು ಸಹಿ ಮಾಡಿದವರು ಕಾಯ್ದಿರಿಸಿರುತ್ತಾರೆ. <box>580 1062 741 1115</box>
column-subheader: (ಲೆಕ್ಕಪರಿಶೋಧಿಸದ) <box>874 440 954 451</box>
table-cell: 435.75 <box>1115 495 1195 507</box>
table-cell: 915.89 <box>1035 495 1115 507</box>
line-p: ಸಂಬಂಧಪಟ್ಟ ಶ್ರೀಮತಿ/ಶ್ರೀಯವರು ಮೂಲ ದಾಖಲೆಗಳೊಂದಿಗೆ ಕಚೇರಿ ವೇಳೆಯಲ್ಲಿ ಹಾಜರಾಗಿ ವಿವರಗಳನ್ನು ಪರಿಶೀಲಿಸಬಹುದಾಗಿದೆ. <box>1105 129 1280 146</box>
table-row <box>754 1165 1280 1177</box>
line-h: ಕರ್ನಾಟಕ ಸರ್ಕಾರ <box>635 915 686 925</box>
line-sig: ಕಾರ್ಯಪಾಲಕ ಇಂಜಿನಿಯರ್, <box>134 1568 213 1579</box>
ref-right: ದಿನಾಂಕ: 14.11.2025 <box>685 937 741 947</box>
notice-library-rates <box>222 984 396 1190</box>
ref-left: ಸಂಖ್ಯೆ: ಇಇ/ಟಿಎನ್/2025-26 <box>405 1219 478 1229</box>
table-cell: 55.08 <box>943 1051 985 1072</box>
results-notes <box>580 580 1280 619</box>
table-cell: ಅವಧಿಯ ಒಟ್ಟು ಸಮಗ್ರ ಆದಾಯ <box>612 507 794 519</box>
line-p: Respondents: 1) Shiva Nanjappa S/o. N/o Nagaraj.M, D/o Rajashekaraiah, Aged about 43 years, R/o #289/1, Thatanur street, Near Market, Attibele, Anekal Taluk, Bengaluru-562107. <box>580 137 741 171</box>
ref-number: ಸಂಖ್ಯೆ: 83/ಸಿಎಐ/2025-26 <box>13 639 76 647</box>
table-cell: Project Management Consultancy Services for construction of LINAC Bunker in the premises of Karwar Institute of Medical Sciences, Karwar (KRIMS), Uttara Kannada District <box>775 1293 943 1331</box>
ref-left: ಸ್ಥಳ: ಬೆಂಗಳೂರು <box>755 173 793 181</box>
table-cell: 274.68 <box>874 495 954 507</box>
table-cell: Project Management Consultancy Services for Construction of 500 KLD STP Work in KRIMS Premises at Karwar in U.K. District <box>775 1331 943 1360</box>
line-sig: ನ್ಯಾಯಾಲಯದ ಆದೇಶದ ಮೇರೆಗೆ, <box>490 194 566 203</box>
line-p: ಪ್ರತಿವಾದಿಗಳು: 1) ಶ್ರೀ ನಾರಾಯಣಪ್ಪ, 2) ಶ್ರೀ ವೆಂಕಟೇಶ್, 3) ಶ್ರೀಮತಿ ಲಕ್ಷ್ಮಮ್ಮ ಹಾಗೂ ಇತರರು, ಎಲ್ಲರೂ ವಾಸ: ಬೆಂಗಳೂರು ಗ್ರಾಮಾಂತರ ಜಿಲ್ಲೆ. <box>405 103 566 120</box>
table-cell: 6 <box>754 1177 775 1198</box>
column-header: Period of completion (including monsoon) <box>1085 1001 1148 1039</box>
